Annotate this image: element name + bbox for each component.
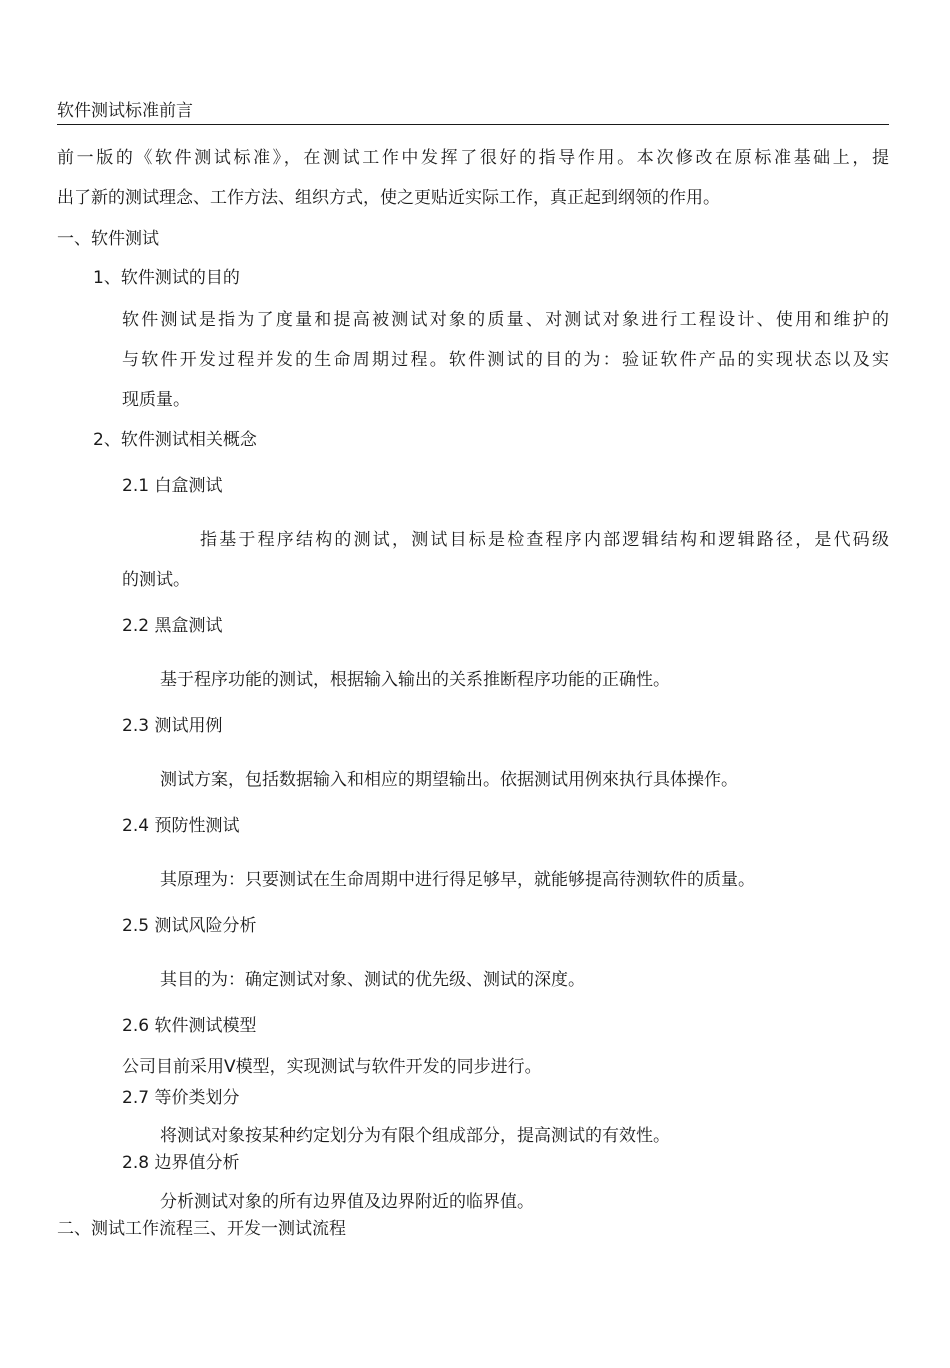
item-title: 边界值分析 xyxy=(154,1153,240,1173)
item-2-6-text: 公司目前采用V模型，实现测试与软件开发的同步进行。 xyxy=(122,1057,542,1077)
item-2-3-text: 测试方案，包括数据输入和相应的期望输出。依据测试用例來执行具体操作。 xyxy=(160,770,738,790)
item-title: 白盒测试 xyxy=(154,476,223,496)
item-2-8-text: 分析测试对象的所有边界值及边界附近的临界值。 xyxy=(160,1192,534,1212)
item-title: 测试用例 xyxy=(154,716,223,736)
header-rule xyxy=(57,124,889,125)
item-2-3-heading xyxy=(122,715,222,737)
item-number: 2.2 xyxy=(122,616,150,636)
item-title: 预防性测试 xyxy=(154,816,240,836)
item-number: 2.8 xyxy=(122,1153,150,1173)
item-title: 软件测试模型 xyxy=(154,1016,257,1036)
item-title: 黑盒测试 xyxy=(154,616,223,636)
item-number: 2.6 xyxy=(122,1016,150,1036)
item-number: 2.7 xyxy=(122,1088,150,1108)
item-title: 测试风险分析 xyxy=(154,916,257,936)
item-2-4-text: 其原理为：只要测试在生命周期中进行得足够早，就能够提高待测软件的质量。 xyxy=(160,870,755,890)
item-2-5-text: 其目的为：确定测试对象、测试的优先级、测试的深度。 xyxy=(160,970,585,990)
purpose-line-3: 现质量。 xyxy=(122,390,190,410)
purpose-line-2: 与软件开发过程并发的生命周期过程。软件测试的目的为：验证软件产品的实现状态以及实 xyxy=(122,350,889,370)
item-title: 等价类划分 xyxy=(154,1088,240,1108)
subsection-2-heading: 2、软件测试相关概念 xyxy=(93,430,257,450)
subsection-1-heading: 1、软件测试的目的 xyxy=(93,268,240,288)
page-title: 软件测试标准前言 xyxy=(57,101,193,121)
item-2-6-heading xyxy=(122,1015,256,1037)
item-2-5-heading xyxy=(122,915,256,937)
item-2-2-heading xyxy=(122,615,222,637)
item-2-4-heading xyxy=(122,815,239,837)
section-1-heading: 一、软件测试 xyxy=(57,229,159,249)
purpose-line-1: 软件测试是指为了度量和提高被测试对象的质量、对测试对象进行工程设计、使用和维护的 xyxy=(122,310,889,330)
item-2-1-heading xyxy=(122,475,222,497)
item-2-8-heading xyxy=(122,1152,239,1174)
item-2-2-text: 基于程序功能的测试，根据输入输出的关系推断程序功能的正确性。 xyxy=(160,670,670,690)
item-2-7-heading xyxy=(122,1087,239,1109)
item-2-7-text: 将测试对象按某种约定划分为有限个组成部分，提高测试的有效性。 xyxy=(160,1126,670,1146)
item-number: 2.4 xyxy=(122,816,150,836)
preface-line-1: 前一版的《软件测试标准》，在测试工作中发挥了很好的指导作用。本次修改在原标准基础上，提 xyxy=(57,148,889,168)
preface-line-2: 出了新的测试理念、工作方法、组织方式，使之更贴近实际工作，真正起到纲领的作用。 xyxy=(57,188,720,208)
item-2-1-line-2: 的测试。 xyxy=(122,570,190,590)
item-2-1-line-1: 指基于程序结构的测试，测试目标是检查程序内部逻辑结构和逻辑路径，是代码级 xyxy=(200,530,889,550)
item-number: 2.1 xyxy=(122,476,150,496)
item-number: 2.5 xyxy=(122,916,150,936)
section-2-3-heading: 二、测试工作流程三、开发一测试流程 xyxy=(57,1219,346,1239)
item-number: 2.3 xyxy=(122,716,150,736)
